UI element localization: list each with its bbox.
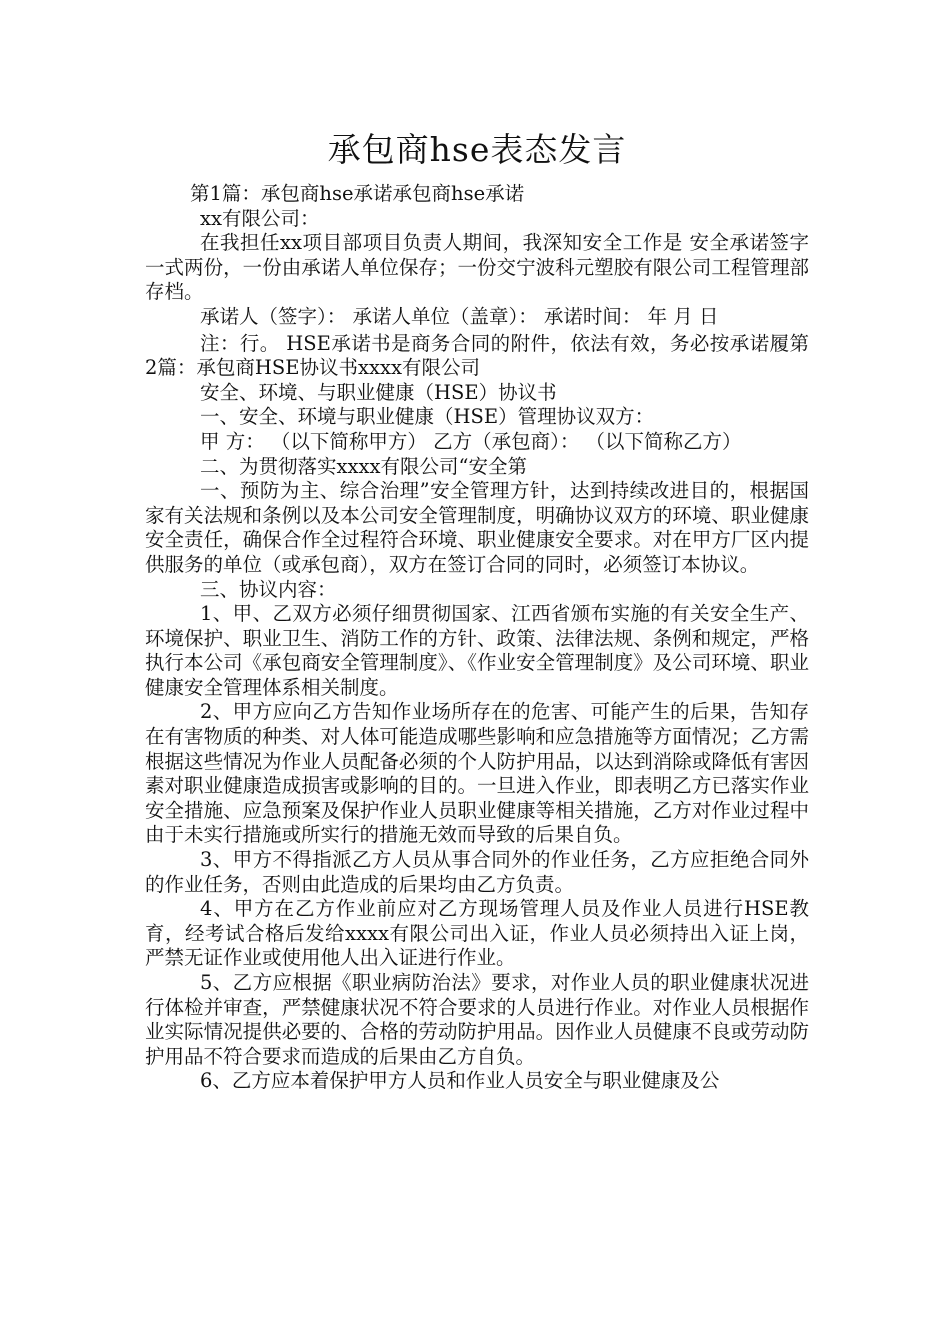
agreement-title-line: 安全、环境、与职业健康（HSE）协议书 bbox=[200, 380, 557, 404]
document-title: 承包商hse表态发言 bbox=[327, 130, 627, 169]
company-salutation: xx有限公司： bbox=[200, 206, 320, 230]
clause-4: 4、甲方在乙方作业前应对乙方现场管理人员及作业人员进行HSE教育，经考试合格后发给xxxx有限公司出入证，作业人员必须持出入证上岗，严禁无证作业或使用他人出入证进行作业。 bbox=[145, 897, 809, 970]
parties-line: 甲 方： （以下简称甲方） 乙方（承包商）： （以下简称乙方） bbox=[200, 429, 742, 453]
policy-paragraph: 一、预防为主、综合治理”安全管理方针，达到持续改进目的，根据国家有关法规和条例以及本公司安全管理制度，明确协议双方的环境、职业健康安全责任，确保合作全过程符合环境、职业健康安全要求。对在甲方厂区内提供服务的单位（或承包商），双方在签订合同的同时，必须签订本协议。 bbox=[145, 479, 809, 576]
article-heading-1: 第1篇：承包商hse承诺承包商hse承诺 bbox=[190, 182, 525, 205]
section-heading-2: 二、为贯彻落实xxxx有限公司“安全第 bbox=[200, 454, 527, 478]
clause-2: 2、甲方应向乙方告知作业场所存在的危害、可能产生的后果，告知存在有害物质的种类、对人体可能造成哪些影响和应急措施等方面情况；乙方需根据这些情况为作业人员配备必须的个人防护用品，以达到消除或降低有害因素对职业健康造成损害或影响的目的。一旦进入作业，即表明乙方已落实作业安全措施、应急预案及保护作业人员职业健康等相关措施，乙方对作业过程中由于未实行措施或所实行的措施无效而导致的后果自负。 bbox=[145, 700, 809, 847]
clause-5: 5、乙方应根据《职业病防治法》要求，对作业人员的职业健康状况进行体检并审查，严禁健康状况不符合要求的人员进行作业。对作业人员根据作业实际情况提供必要的、合格的劳动防护用品。因作业人员健康不良或劳动防护用品不符合要求而造成的后果由乙方自负。 bbox=[145, 971, 809, 1068]
note-paragraph: 注：行。 HSE承诺书是商务合同的附件，依法有效，务必按承诺履第2篇：承包商HSE协议书xxxx有限公司 bbox=[145, 331, 809, 380]
clause-1: 1、甲、乙双方必须仔细贯彻国家、江西省颁布实施的有关安全生产、环境保护、职业卫生、消防工作的方针、政策、法律法规、条例和规定，严格执行本公司《承包商安全管理制度》、《作业安全管理制度》及公司环境、职业健康安全管理体系相关制度。 bbox=[145, 602, 809, 699]
section-heading-1: 一、安全、环境与职业健康（HSE）管理协议双方： bbox=[200, 405, 655, 429]
commitment-paragraph: 在我担任xx项目部项目负责人期间，我深知安全工作是 安全承诺签字一式两份，一份由承诺人单位保存；一份交宁波科元塑胶有限公司工程管理部存档。 bbox=[145, 231, 809, 304]
clause-3: 3、甲方不得指派乙方人员从事合同外的作业任务，乙方应拒绝合同外的作业任务，否则由此造成的后果均由乙方负责。 bbox=[145, 848, 809, 896]
signature-line: 承诺人（签字）： 承诺人单位（盖章）： 承诺时间： 年 月 日 bbox=[200, 304, 719, 328]
section-heading-3: 三、协议内容： bbox=[200, 577, 337, 601]
document-body bbox=[145, 126, 809, 1094]
clause-6: 6、乙方应本着保护甲方人员和作业人员安全与职业健康及公 bbox=[200, 1069, 720, 1093]
